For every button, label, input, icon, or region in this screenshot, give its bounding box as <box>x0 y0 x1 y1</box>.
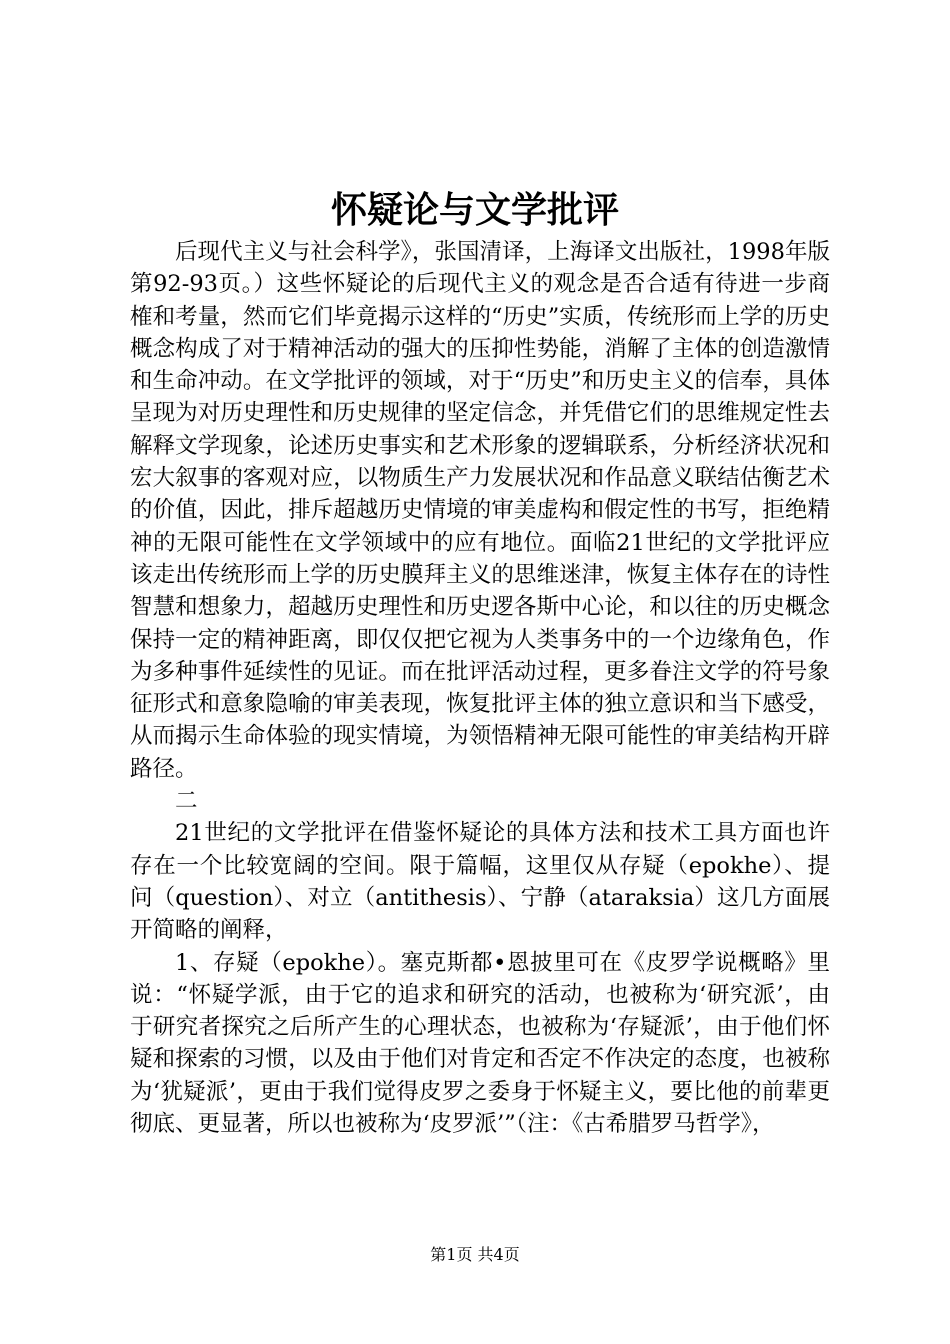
page-footer: 第1页 共4页 <box>430 1245 520 1264</box>
section-number: 二 <box>175 788 198 815</box>
paragraph: 21世纪的文学批评在借鉴怀疑论的具体方法和技术工具方面也许存在一个比较宽阔的空间。限于篇幅，这里仅从存疑（epokhe）、提问（question）、对立（antithesis）、宁静（ataraksia）这几方面展开简略的阐释， <box>130 820 830 944</box>
paragraph: 1、存疑（epokhe）。塞克斯都•恩披里可在《皮罗学说概略》里说：“怀疑学派，由于它的追求和研究的活动，也被称为‘研究派’，由于研究者探究之后所产生的心理状态，也被称为‘存疑派’，由于他们怀疑和探索的习惯，以及由于他们对肯定和否定不作决定的态度，也被称为‘犹疑派’，更由于我们觉得皮罗之委身于怀疑主义，要比他的前辈更彻底、更显著，所以也被称为‘皮罗派’”（注：《古希腊罗马哲学》， <box>130 949 830 1138</box>
page-title: 怀疑论与文学批评 <box>330 189 619 231</box>
paragraph: 后现代主义与社会科学》，张国清译，上海译文出版社，1998年版第92-93页。）这些怀疑论的后现代主义的观念是否合适有待进一步商榷和考量，然而它们毕竟揭示这样的“历史”实质，传统形而上学的历史概念构成了对于精神活动的强大的压抑性势能，消解了主体的创造激情和生命冲动。在文学批评的领域，对于“历史”和历史主义的信奉，具体呈现为对历史理性和历史规律的坚定信念，并凭借它们的思维规定性去解释文学现象，论述历史事实和艺术形象的逻辑联系，分析经济状况和宏大叙事的客观对应，以物质生产力发展状况和作品意义联结估衡艺术的价值，因此，排斥超越历史情境的审美虚构和假定性的书写，拒绝精神的无限可能性在文学领域中的应有地位。面临21世纪的文学批评应该走出传统形而上学的历史膜拜主义的思维迷津，恢复主体存在的诗性智慧和想象力，超越历史理性和历史逻各斯中心论，和以往的历史概念保持一定的精神距离，即仅仅把它视为人类事务中的一个边缘角色，作为多种事件延续性的见证。而在批评活动过程，更多眷注文学的符号象征形式和意象隐喻的审美表现，恢复批评主体的独立意识和当下感受，从而揭示生命体验的现实情境，为领悟精神无限可能性的审美结构开辟路径。 <box>130 239 830 782</box>
body-text <box>130 236 830 1140</box>
